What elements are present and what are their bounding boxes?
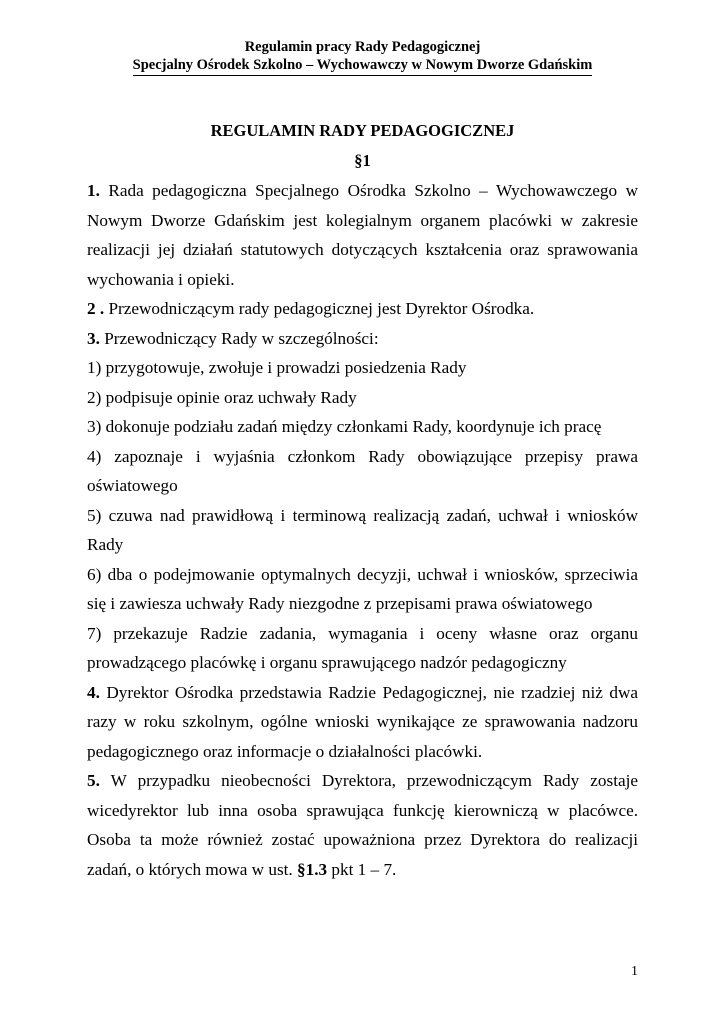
list-item: 7) przekazuje Radzie zadania, wymagania i oceny własne oraz organu prowadzącego placówkę i organu sprawującego nadzór pedagogiczny bbox=[87, 623, 638, 672]
paragraph-2 bbox=[87, 294, 638, 324]
paragraph-number: 1. bbox=[87, 181, 100, 200]
paragraph-text: W przypadku nieobecności Dyrektora, przewodniczącym Rady zostaje wicedyrektor lub inna osoba sprawująca funkcję kierowniczą w placówce. Osoba ta może również zostać upoważniona przez Dyrektora do realizacji zadań, o których mowa w ust. bbox=[87, 771, 638, 879]
list-item: 4) zapoznaje i wyjaśnia członkom Rady obowiązujące przepisy prawa oświatowego bbox=[87, 446, 638, 495]
paragraph-text: Przewodniczącym rady pedagogicznej jest Dyrektor Ośrodka. bbox=[104, 299, 535, 318]
document-title: REGULAMIN RADY PEDAGOGICZNEJ bbox=[210, 121, 515, 140]
header-line-2: Specjalny Ośrodek Szkolno – Wychowawczy w Nowym Dworze Gdańskim bbox=[133, 56, 593, 76]
paragraph-3 bbox=[87, 324, 638, 354]
paragraph-number: 3. bbox=[87, 328, 100, 348]
section-number: §1 bbox=[354, 151, 371, 170]
page-number: 1 bbox=[631, 964, 638, 979]
paragraph-number: 4. bbox=[87, 682, 100, 702]
document-body bbox=[87, 176, 638, 884]
paragraph-number: 5. bbox=[87, 771, 100, 790]
paragraph-4 bbox=[87, 678, 638, 767]
paragraph-text: Przewodniczący Rady w szczególności: bbox=[99, 328, 379, 348]
list-item: 1) przygotowuje, zwołuje i prowadzi posiedzenia Rady bbox=[87, 358, 467, 377]
paragraph-tail: pkt 1 – 7. bbox=[327, 859, 397, 879]
paragraph-5 bbox=[87, 766, 638, 884]
page-header bbox=[0, 38, 725, 76]
list-item: 5) czuwa nad prawidłową i terminową realizacją zadań, uchwał i wniosków Rady bbox=[87, 505, 638, 554]
paragraph-text: Dyrektor Ośrodka przedstawia Radzie Pedagogicznej, nie rzadziej niż dwa razy w roku szkolnym, ogólne wnioski wynikające ze sprawowania nadzoru pedagogicznego oraz informacje o działalności placówki. bbox=[87, 682, 638, 761]
list-item: 3) dokonuje podziału zadań między członkami Rady, koordynuje ich pracę bbox=[87, 417, 602, 436]
header-line-1: Regulamin pracy Rady Pedagogicznej bbox=[244, 39, 481, 55]
paragraph-text: Rada pedagogiczna Specjalnego Ośrodka Szkolno – Wychowawczego w Nowym Dworze Gdańskim jest kolegialnym organem placówki w zakresie realizacji jej działań statutowych dotyczących kształcenia oraz sprawowania wychowania i opieki. bbox=[87, 181, 638, 289]
list-item: 6) dba o podejmowanie optymalnych decyzji, uchwał i wniosków, sprzeciwia się i zawiesza uchwały Rady niezgodne z przepisami prawa oświatowego bbox=[87, 564, 638, 613]
section-reference: §1.3 bbox=[297, 859, 328, 879]
paragraph-1 bbox=[87, 176, 638, 294]
paragraph-number: 2 . bbox=[87, 299, 105, 318]
list-item: 2) podpisuje opinie oraz uchwały Rady bbox=[87, 387, 357, 407]
